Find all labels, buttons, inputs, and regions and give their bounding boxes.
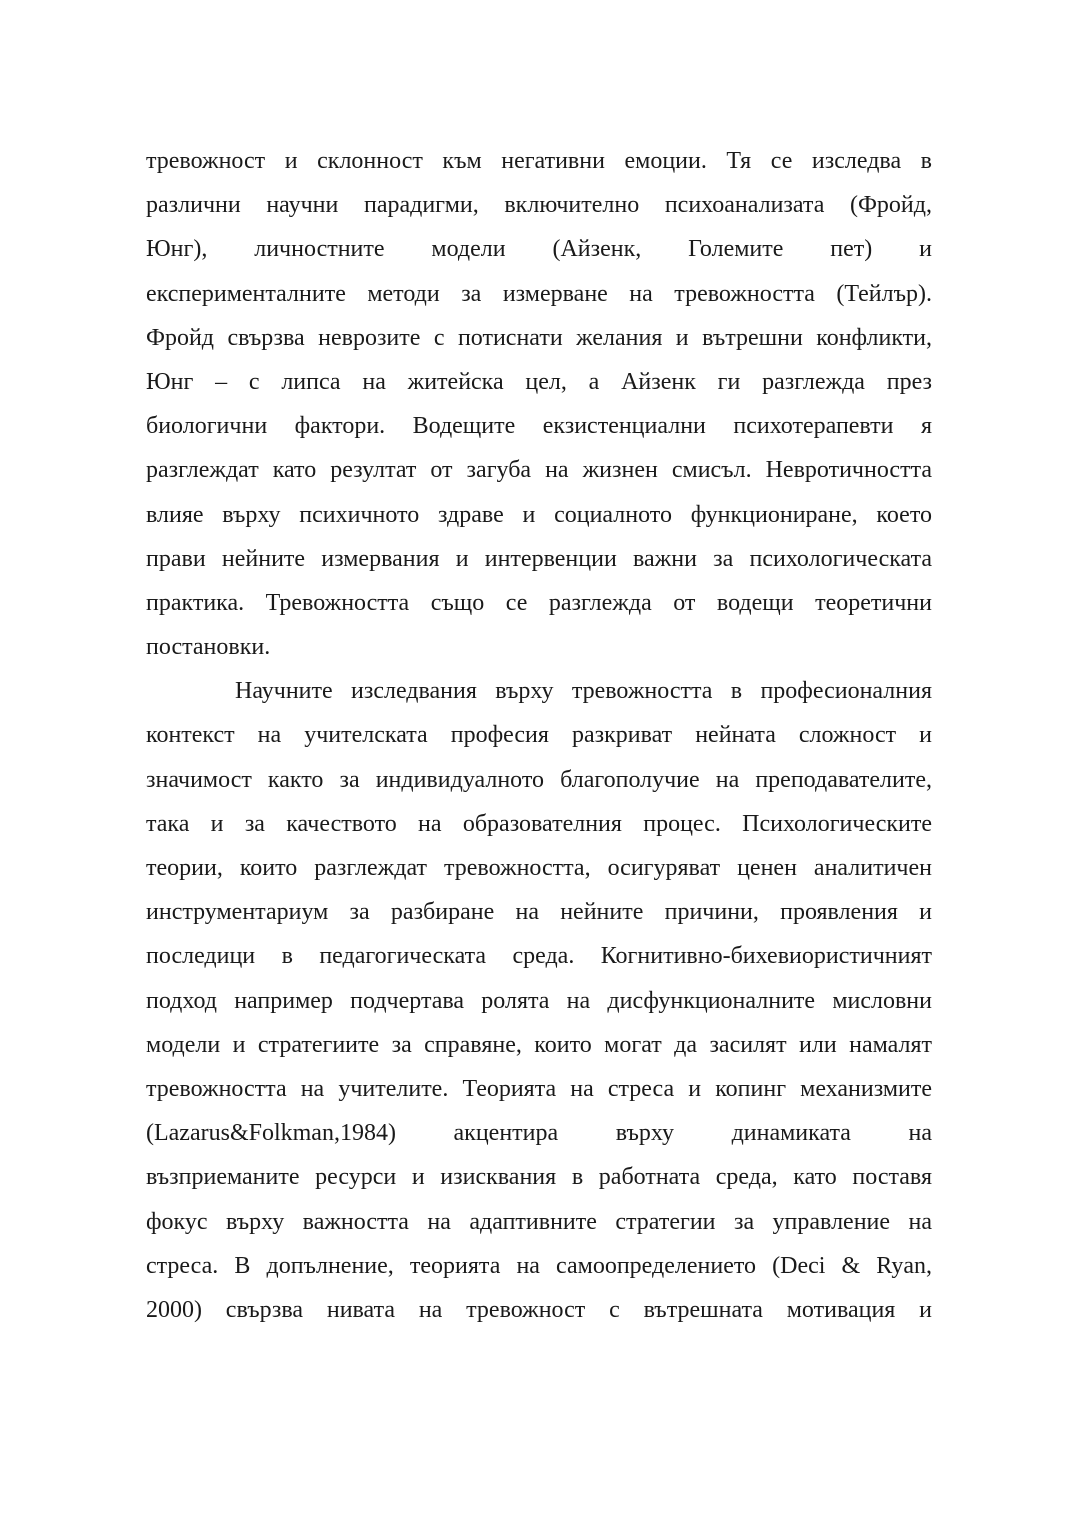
body-text bbox=[146, 139, 932, 1332]
text-line: Юнг – с липса на житейска цел, а Айзенк ги разглежда през bbox=[146, 368, 932, 395]
text-line: 2000) свързва нивата на тревожност с вътрешната мотивация и bbox=[146, 1296, 932, 1323]
text-line: така и за качеството на образователния процес. Психологическите bbox=[146, 810, 932, 837]
text-line: възприеманите ресурси и изисквания в работната среда, като поставя bbox=[146, 1164, 932, 1191]
text-line: теории, които разглеждат тревожността, осигуряват ценен аналитичен bbox=[146, 855, 932, 881]
text-line: стреса. В допълнение, теорията на самоопределението (Deci & Ryan, bbox=[146, 1252, 932, 1279]
text-line: експерименталните методи за измерване на тревожността (Тейлър). bbox=[146, 280, 932, 307]
text-line: биологични фактори. Водещите екзистенциални психотерапевти я bbox=[146, 413, 932, 440]
text-line: различни научни парадигми, включително психоанализата (Фройд, bbox=[146, 192, 932, 219]
text-line: Фройд свързва неврозите с потиснати желания и вътрешни конфликти, bbox=[146, 324, 932, 351]
text-line: фокус върху важността на адаптивните стратегии за управление на bbox=[146, 1208, 932, 1235]
text-line: Юнг), личностните модели (Айзенк, Големите пет) и bbox=[146, 236, 932, 263]
text-line: подход например подчертава ролята на дисфункционалните мисловни bbox=[146, 987, 932, 1014]
text-line: тревожността на учителите. Теорията на стреса и копинг механизмите bbox=[146, 1075, 932, 1102]
text-line: влияе върху психичното здраве и социалното функциониране, което bbox=[146, 501, 932, 528]
text-line: тревожност и склонност към негативни емоции. Тя се изследва в bbox=[146, 148, 932, 174]
text-line: контекст на учителската професия разкриват нейната сложност и bbox=[146, 722, 932, 749]
text-line: разглеждат като резултат от загуба на жизнен смисъл. Невротичността bbox=[146, 457, 932, 484]
text-line: прави нейните измервания и интервенции важни за психологическата bbox=[146, 545, 932, 572]
paragraph-1 bbox=[146, 139, 932, 669]
text-line: значимост както за индивидуалното благополучие на преподавателите, bbox=[146, 766, 932, 793]
paragraph-2 bbox=[146, 669, 932, 1332]
text-line: Научните изследвания върху тревожността в професионалния bbox=[235, 678, 932, 705]
text-line: практика. Тревожността също се разглежда от водещи теоретични bbox=[146, 589, 932, 616]
text-line: инструментариум за разбиране на нейните причини, проявления и bbox=[146, 899, 932, 926]
text-line: постановки. bbox=[146, 634, 271, 661]
text-line: последици в педагогическата среда. Когнитивно-бихевиористичният bbox=[146, 943, 932, 970]
text-line: модели и стратегиите за справяне, които могат да засилят или намалят bbox=[146, 1031, 932, 1058]
text-line: (Lazarus&Folkman,1984) акцентира върху динамиката на bbox=[146, 1120, 932, 1147]
